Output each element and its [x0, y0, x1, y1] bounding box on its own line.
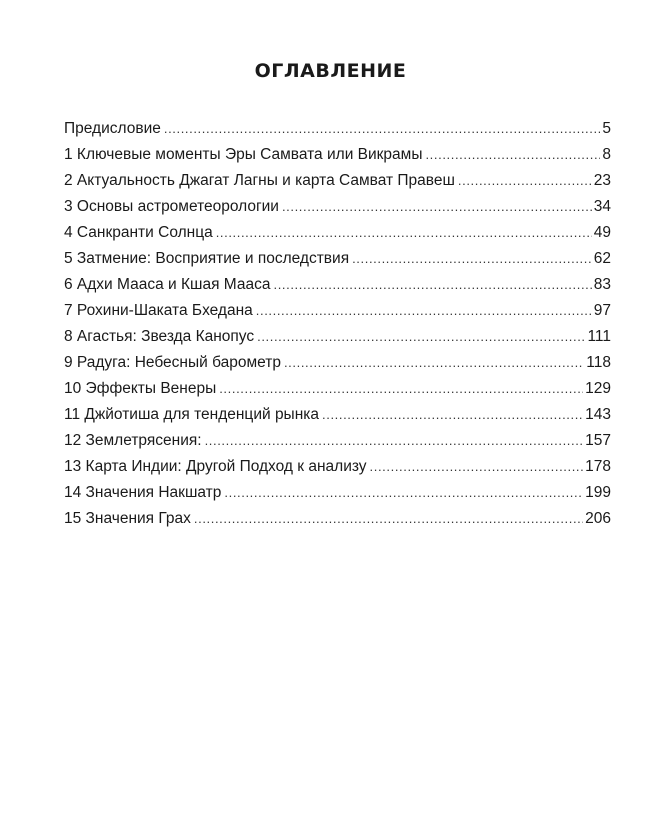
- dot-leader: [216, 220, 592, 246]
- toc-entry-5: [64, 246, 611, 272]
- toc-entry-page: 5: [602, 120, 611, 137]
- dot-leader: [205, 428, 584, 454]
- dot-leader: [273, 272, 591, 298]
- toc-entry-12: [64, 428, 611, 454]
- toc-entry-15: [64, 506, 611, 532]
- dot-leader: [282, 194, 592, 220]
- page-title: ОГЛАВЛЕНИЕ: [254, 60, 407, 82]
- toc-entry-9: [64, 350, 611, 376]
- toc-entry-label: Предисловие: [64, 120, 161, 137]
- toc-entry-page: 143: [585, 406, 611, 423]
- dot-leader: [257, 324, 585, 350]
- toc-entry-page: 49: [593, 224, 611, 241]
- toc-entry-3: [64, 194, 611, 220]
- dot-leader: [194, 506, 583, 532]
- dot-leader: [458, 168, 592, 194]
- toc-entry-label: 11 Джйотиша для тенденций рынка: [64, 406, 320, 423]
- toc-entry-page: 62: [593, 250, 611, 267]
- toc-entry-page: 34: [593, 198, 611, 215]
- toc-entry-label: 10 Эффекты Венеры: [64, 380, 217, 397]
- toc-entry-label: 1 Ключевые моменты Эры Самвата или Викрамы: [64, 146, 423, 163]
- dot-leader: [219, 376, 583, 402]
- toc-entry-page: 111: [587, 328, 611, 345]
- toc-entry-label: 5 Затмение: Восприятие и последствия: [64, 250, 350, 267]
- toc-entry-label: 13 Карта Индии: Другой Подход к анализу: [64, 458, 367, 475]
- toc-entry-14: [64, 480, 611, 506]
- toc-entry-11: [64, 402, 611, 428]
- toc-entry-13: [64, 454, 611, 480]
- toc-entry-label: 12 Землетрясения:: [64, 432, 202, 449]
- toc-entry-label: 3 Основы астрометеорологии: [64, 198, 279, 215]
- toc-entry-7: [64, 298, 611, 324]
- toc-entry-page: 8: [602, 146, 611, 163]
- toc-entry-label: 4 Санкранти Солнца: [64, 224, 213, 241]
- toc-entry-10: [64, 376, 611, 402]
- toc-entry-label: 15 Значения Грах: [64, 510, 191, 527]
- toc-entry-label: 2 Актуальность Джагат Лагны и карта Самват Правеш: [64, 172, 455, 189]
- table-of-contents: [64, 116, 611, 532]
- dot-leader: [224, 480, 583, 506]
- dot-leader: [322, 402, 583, 428]
- toc-entry-8: [64, 324, 611, 350]
- toc-entry-page: 157: [585, 432, 611, 449]
- toc-entry-4: [64, 220, 611, 246]
- toc-entry-preface: [64, 116, 611, 142]
- toc-entry-page: 118: [586, 354, 611, 371]
- toc-entry-label: 6 Адхи Мааса и Кшая Мааса: [64, 276, 271, 293]
- toc-entry-page: 83: [593, 276, 611, 293]
- toc-entry-page: 129: [585, 380, 611, 397]
- toc-entry-page: 199: [585, 484, 611, 501]
- toc-entry-1: [64, 142, 611, 168]
- toc-entry-label: 7 Рохини-Шаката Бхедана: [64, 302, 253, 319]
- dot-leader: [352, 246, 592, 272]
- toc-entry-6: [64, 272, 611, 298]
- toc-entry-page: 206: [585, 510, 611, 527]
- dot-leader: [164, 116, 601, 142]
- toc-entry-page: 23: [593, 172, 611, 189]
- toc-entry-2: [64, 168, 611, 194]
- toc-entry-page: 178: [585, 458, 611, 475]
- toc-entry-label: 14 Значения Накшатр: [64, 484, 222, 501]
- dot-leader: [256, 298, 592, 324]
- dot-leader: [370, 454, 584, 480]
- dot-leader: [284, 350, 584, 376]
- toc-entry-label: 9 Радуга: Небесный барометр: [64, 354, 281, 371]
- toc-entry-page: 97: [593, 302, 611, 319]
- dot-leader: [425, 142, 600, 168]
- toc-entry-label: 8 Агастья: Звезда Канопус: [64, 328, 255, 345]
